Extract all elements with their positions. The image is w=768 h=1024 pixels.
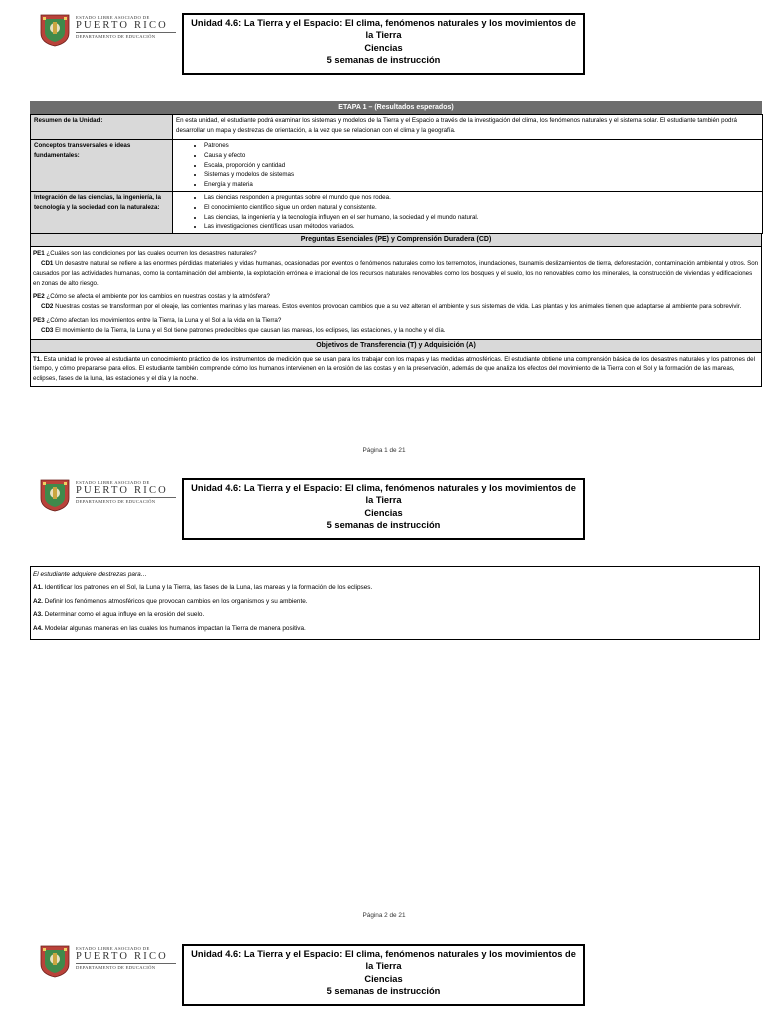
puerto-rico-seal-icon — [38, 944, 72, 978]
summary-text: En esta unidad, el estudiante podrá examinar los sistemas y modelos de la Tierra y el Espacio a través de la investigación del clima, los fenómenos naturales y el sistema solar. El estudiante también podrá desarrollar un mapa y destrezas de orientación, a la vez que se relacionan con el clima y la geografía. — [173, 115, 763, 140]
list-item: • Escala, proporción y cantidad — [204, 161, 759, 171]
unit-subject: Ciencias — [364, 42, 403, 53]
table-row — [31, 115, 763, 140]
list-item: A3. Determinar como el agua influye en la erosión del suelo. — [33, 611, 205, 619]
list-item: • El conocimiento científico sigue un orden natural y consistente. — [204, 203, 759, 213]
list-item: • Las investigaciones científicas usan métodos variados. — [204, 222, 759, 232]
list-item: • Las ciencias, la ingeniería y la tecnología influyen en el ser humano, la sociedad y el mundo natural. — [204, 213, 759, 223]
list-item: • Patrones — [204, 141, 759, 151]
concepts-label: Conceptos transversales e ideas fundamentales: — [31, 140, 173, 192]
logo-line-1: ESTADO LIBRE ASOCIADO DE — [76, 15, 150, 20]
unit-duration: 5 semanas de instrucción — [326, 55, 441, 66]
table-row — [31, 191, 763, 233]
t1-code: T1. — [33, 355, 42, 363]
etapa-table — [30, 114, 763, 234]
department-logo: ESTADO LIBRE ASOCIADO DE PUERTO RICO DEPARTAMENTO DE EDUCACIÓN — [38, 944, 178, 980]
pe-body — [30, 247, 762, 339]
department-logo: ESTADO LIBRE ASOCIADO DE PUERTO RICO DEPARTAMENTO DE EDUCACIÓN — [38, 478, 178, 514]
pe-item-2: PE2 ¿Cómo se afecta el ambiente por los cambios en nuestras costas y la atmósfera? CD2 Nuestras costas se transforman por el oleaje, las corrientes marinas y las mareas. Estos eventos provocan cambios que a su vez alteran el ambiente y sus sistemas de vida. Las plantas y los animales tienen que adaptarse al ambiente para sobrevivir. — [33, 293, 742, 311]
logo-line-3: DEPARTAMENTO DE EDUCACIÓN — [76, 34, 156, 39]
puerto-rico-seal-icon — [38, 13, 72, 47]
list-item: A1. Identificar los patrones en el Sol, la Luna y la Tierra, las fases de la Luna, las mareas y la formación de los eclipses. — [33, 584, 373, 592]
pe-item-3: PE3 ¿Cómo afectan los movimientos entre la Tierra, la Luna y el Sol a la vida en la Tierra? CD3 El movimiento de la Tierra, la Luna y el Sol tiene patrones predecibles que causan las mareas, los eclipses, las estaciones, y la noche y el día. — [33, 316, 446, 334]
ot-body — [30, 353, 762, 387]
page-header-3 — [38, 944, 588, 1010]
etapa-heading: ETAPA 1 – (Resultados esperados) — [30, 101, 762, 114]
list-item: • Las ciencias responden a preguntas sobre el mundo que nos rodea. — [204, 193, 759, 203]
logo-line-2: PUERTO RICO — [76, 20, 168, 31]
table-row — [31, 140, 763, 192]
unit-title-cont: la Tierra — [365, 30, 402, 41]
integration-list-cell — [173, 191, 763, 233]
concepts-list-cell — [173, 140, 763, 192]
department-logo — [38, 13, 178, 49]
page-header-2 — [38, 478, 588, 544]
page-number-2: Página 2 de 21 — [362, 912, 406, 919]
acquisition-intro: El estudiante adquiere destrezas para… — [33, 571, 148, 578]
list-item: • Energía y materia — [204, 180, 759, 190]
pe-heading: Preguntas Esenciales (PE) y Comprensión Duradera (CD) — [30, 234, 762, 247]
list-item: • Causa y efecto — [204, 151, 759, 161]
unit-title: Unidad 4.6: La Tierra y el Espacio: El clima, fenómenos naturales y los movimientos de — [191, 18, 576, 28]
list-item: • Sistemas y modelos de sistemas — [204, 170, 759, 180]
t1-text: Esta unidad le provee al estudiante un conocimiento práctico de los instrumentos de medición que se usan para los trabajar con los mapas y las medidas atmosféricas. El estudiante obtiene una comprensión básica de los desastres naturales y los patrones del tiempo, y cómo prepararse para ellos. El estudiante también comprende cómo los humanos intervienen en la erosión de las costas y en la preservación, además de que analiza los efectos del movimiento de la Tierra con el Sol y la formación de las mareas, eclipses, fases de la luna, las estaciones y el día y la noche. — [33, 355, 755, 383]
pe-item-1: PE1 ¿Cuáles son las condiciones por las cuales ocurren los desastres naturales? CD1 Un desastre natural se refiere a las enormes pérdidas materiales y vidas humanas, ocasionadas por eventos o fenómenos naturales como los terremotos, inundaciones, tsunamis deslizamientos de tierra, deforestación, contaminación ambiental y otros. Son causados por las actividades humanas, como la contaminación del ambiente, la explotación errónea e irracional de los recursos naturales renovables como los bosques y el suelo, los no renovables como los minerales, la construcción de viviendas y edificaciones en zonas de alto riesgo. — [33, 250, 759, 287]
unit-title-box: Unidad 4.6: La Tierra y el Espacio: El clima, fenómenos naturales y los movimientos de la Tierra Ciencias 5 semanas de instrucción — [182, 478, 585, 540]
integration-label: Integración de las ciencias, la ingeniería, la tecnología y la sociedad con la naturaleza: — [31, 191, 173, 233]
summary-label: Resumen de la Unidad: — [31, 115, 173, 140]
etapa-section — [30, 101, 762, 387]
page-header-1 — [38, 13, 588, 79]
list-item: A4. Modelar algunas maneras en las cuales los humanos impactan la Tierra de manera positiva. — [33, 624, 306, 632]
page-number-1: Página 1 de 21 — [362, 447, 406, 454]
puerto-rico-seal-icon — [38, 478, 72, 512]
unit-title-box — [182, 13, 585, 75]
acquisition-box — [30, 566, 760, 640]
unit-title-box: Unidad 4.6: La Tierra y el Espacio: El clima, fenómenos naturales y los movimientos de la Tierra Ciencias 5 semanas de instrucción — [182, 944, 585, 1006]
ot-heading: Objetivos de Transferencia (T) y Adquisición (A) — [30, 340, 762, 353]
list-item: A2. Definir los fenómenos atmosféricos que provocan cambios en los organismos y su ambiente. — [33, 597, 308, 605]
